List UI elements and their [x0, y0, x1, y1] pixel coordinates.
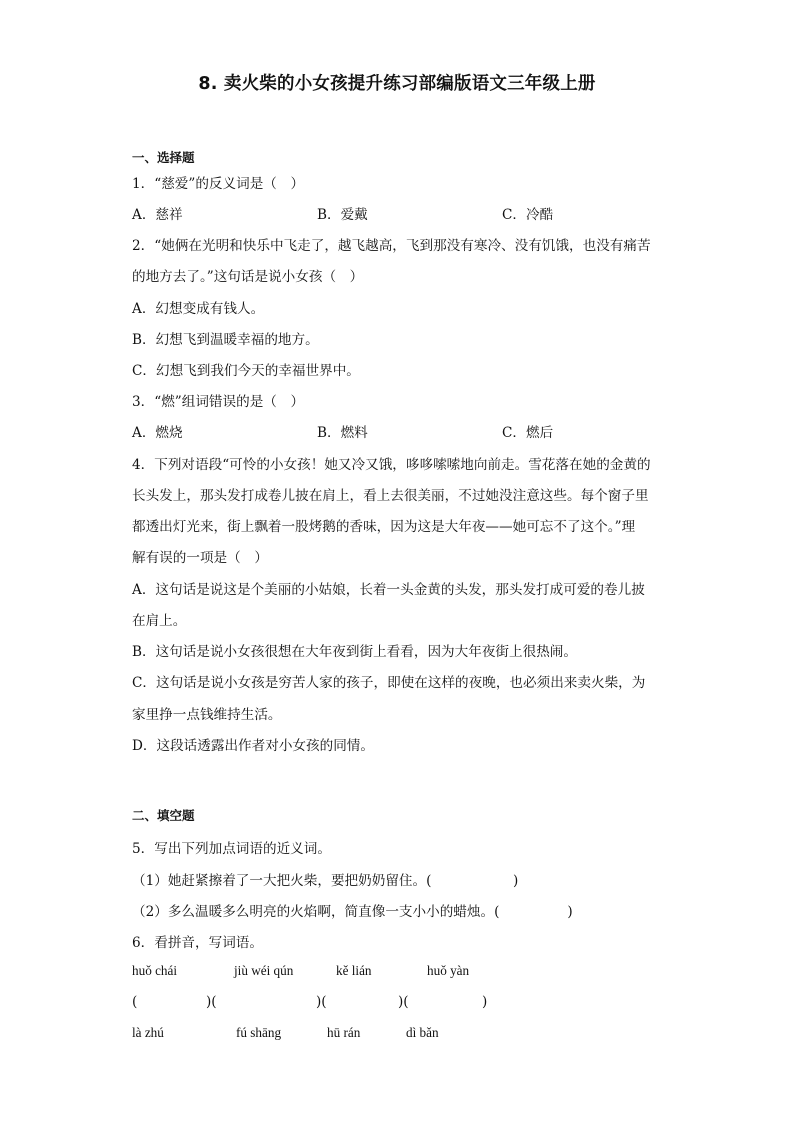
pinyin-huo-yan: huǒ yàn: [427, 963, 470, 978]
page-title: 8. 卖火柴的小女孩提升练习部编版语文三年级上册: [198, 74, 596, 94]
question-3-stem: 3．“燃”组词错误的是（ ）: [132, 394, 305, 410]
question-2-stem-line-1: 2．“她俩在光明和快乐中飞走了，越飞越高，飞到那没有寒冷、没有饥饿，也没有痛苦: [132, 238, 651, 254]
question-6-stem: 6．看拼音，写词语。: [132, 935, 263, 951]
answer-paren-open: (: [132, 994, 138, 1010]
pinyin-hu-ran: hū rán: [327, 1025, 361, 1040]
question-4-option-c-line-1: C．这句话是说小女孩是穷苦人家的孩子，即使在这样的夜晚，也必须出来卖火柴，为: [132, 675, 646, 691]
question-2-option-a: A．幻想变成有钱人。: [132, 301, 265, 317]
pinyin-la-zhu: là zhú: [132, 1025, 164, 1040]
question-1-option-c: C．冷酷: [502, 207, 554, 223]
question-5-stem: 5．写出下列加点词语的近义词。: [132, 841, 331, 857]
question-4-stem-line-2: 长头发上，那头发打成卷儿披在肩上，看上去很美丽，不过她没注意这些。每个窗子里: [132, 488, 649, 504]
question-1-option-a: A．慈祥: [132, 207, 183, 223]
section-heading-fill-in: 二、填空题: [132, 808, 195, 823]
pinyin-ke-lian: kě lián: [336, 963, 372, 978]
question-4-option-c-line-2: 家里挣一点钱维持生活。: [132, 707, 282, 723]
question-2-stem-line-2: 的地方去了。”这句话是说小女孩（ ）: [132, 269, 364, 285]
question-4-stem-line-3: 都透出灯光来，街上飘着一股烤鹅的香味，因为这是大年夜——她可忘不了这个。”理: [132, 519, 636, 535]
section-heading-choice: 一、选择题: [132, 150, 195, 165]
question-5-item-1: （1）她赶紧擦着了一大把火柴，要把奶奶留住。( ): [132, 873, 519, 889]
question-5-item-2: （2）多么温暖多么明亮的火焰啊，简直像一支小小的蜡烛。( ): [132, 904, 573, 920]
answer-paren-close: ): [482, 994, 488, 1010]
question-3-option-c: C．燃后: [502, 425, 554, 441]
question-4-stem-line-4: 解有误的一项是（ ）: [132, 550, 268, 566]
question-3-option-b: B．燃料: [317, 425, 368, 441]
question-1-stem: 1．“慈爱”的反义词是（ ）: [132, 176, 305, 192]
question-2-option-b: B．幻想飞到温暖幸福的地方。: [132, 332, 319, 348]
answer-paren-divider-2: )(: [316, 994, 327, 1010]
answer-paren-divider-3: )(: [398, 994, 409, 1010]
pinyin-huo-chai: huǒ chái: [132, 963, 178, 978]
question-4-option-d: D．这段话透露出作者对小女孩的同情。: [132, 738, 374, 754]
question-1-option-b: B．爱戴: [317, 207, 368, 223]
answer-paren-divider-1: )(: [206, 994, 217, 1010]
question-3-option-a: A．燃烧: [132, 425, 183, 441]
question-4-option-a-line-1: A．这句话是说这是个美丽的小姑娘，长着一头金黄的头发，那头发打成可爱的卷儿披: [132, 582, 645, 598]
question-4-option-b: B．这句话是说小女孩很想在大年夜到街上看看，因为大年夜街上很热闹。: [132, 644, 577, 660]
question-2-option-c: C．幻想飞到我们今天的幸福世界中。: [132, 363, 360, 379]
pinyin-jiu-wei-qun: jiù wéi qún: [234, 963, 294, 978]
question-4-option-a-line-2: 在肩上。: [132, 613, 187, 629]
question-4-stem-line-1: 4．下列对语段“可怜的小女孩！她又冷又饿，哆哆嗦嗦地向前走。雪花落在她的金黄的: [132, 457, 651, 473]
pinyin-fu-shang: fú shāng: [236, 1025, 282, 1040]
pinyin-di-ban: dì bǎn: [406, 1025, 439, 1040]
